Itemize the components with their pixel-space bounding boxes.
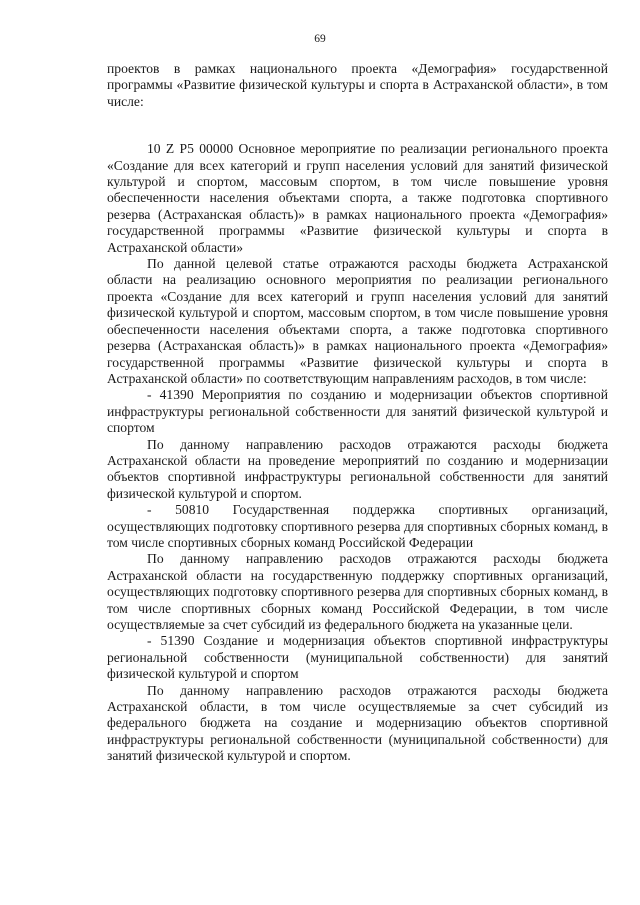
paragraph-item-50810-description: По данному направлению расходов отражаются расходы бюджета Астраханской области на государственную поддержку спортивных организаций, осуществляющих подготовку спортивного резерва для спортивных сборных команд, в том числе спортивных сборных команд Российской Федерации, в том числе осуществляемые за счет субсидий из федерального бюджета на указанные цели. xyxy=(107,551,608,632)
paragraph-item-50810: - 50810 Государственная поддержка спортивных организаций, осуществляющих подготовку спортивного резерва для спортивных сборных команд, в том числе спортивных сборных команд Российской Федерации xyxy=(107,502,608,550)
paragraph-item-41390: - 41390 Мероприятия по созданию и модернизации объектов спортивной инфраструктуры региональной собственности для занятий физической культурой и спортом xyxy=(107,387,608,436)
paragraph-main-activity-heading: 10 Z P5 00000 Основное мероприятие по реализации регионального проекта «Создание для всех категорий и групп населения условий для занятий физической культурой и спортом, массовым спортом, в том числе повышение уровня обеспеченности населения объектами спорта, а также подготовка спортивного резерва (Астраханская область)» в рамках национального проекта «Демография» государственной программы «Развитие физической культуры и спорта в Астраханской области» xyxy=(107,141,608,255)
paragraph-item-41390-description: По данному направлению расходов отражаются расходы бюджета Астраханской области на проведение мероприятий по созданию и модернизации объектов спортивной инфраструктуры региональной собственности для занятий физической культурой и спортом. xyxy=(107,436,608,501)
paragraph-item-51390: - 51390 Создание и модернизация объектов спортивной инфраструктуры региональной собственности (муниципальной собственности) для занятий физической культурой и спортом xyxy=(107,633,608,682)
paragraph-spacer xyxy=(107,110,608,141)
paragraph-intro: проектов в рамках национального проекта «Демография» государственной программы «Развитие физической культуры и спорта в Астраханской области», в том числе: xyxy=(107,61,608,109)
paragraph-main-activity-description: По данной целевой статье отражаются расходы бюджета Астраханской области на реализацию основного мероприятия по реализации регионального проекта «Создание для всех категорий и групп населения условий для занятий физической культурой и спортом, массовым спортом, в том числе повышение уровня обеспеченности населения объектами спорта, а также подготовка спортивного резерва (Астраханская область)» в рамках национального проекта «Демография» государственной программы «Развитие физической культуры и спорта в Астраханской области» по соответствующим направлениям расходов, в том числе: xyxy=(107,256,608,386)
page-number: 69 xyxy=(314,33,326,45)
paragraph-item-51390-description: По данному направлению расходов отражаются расходы бюджета Астраханской области, в том числе осуществляемые за счет субсидий из федерального бюджета на создание и модернизацию объектов спортивной инфраструктуры региональной собственности (муниципальной собственности) для занятий физической культурой и спортом. xyxy=(107,682,608,764)
document-body xyxy=(107,61,608,765)
